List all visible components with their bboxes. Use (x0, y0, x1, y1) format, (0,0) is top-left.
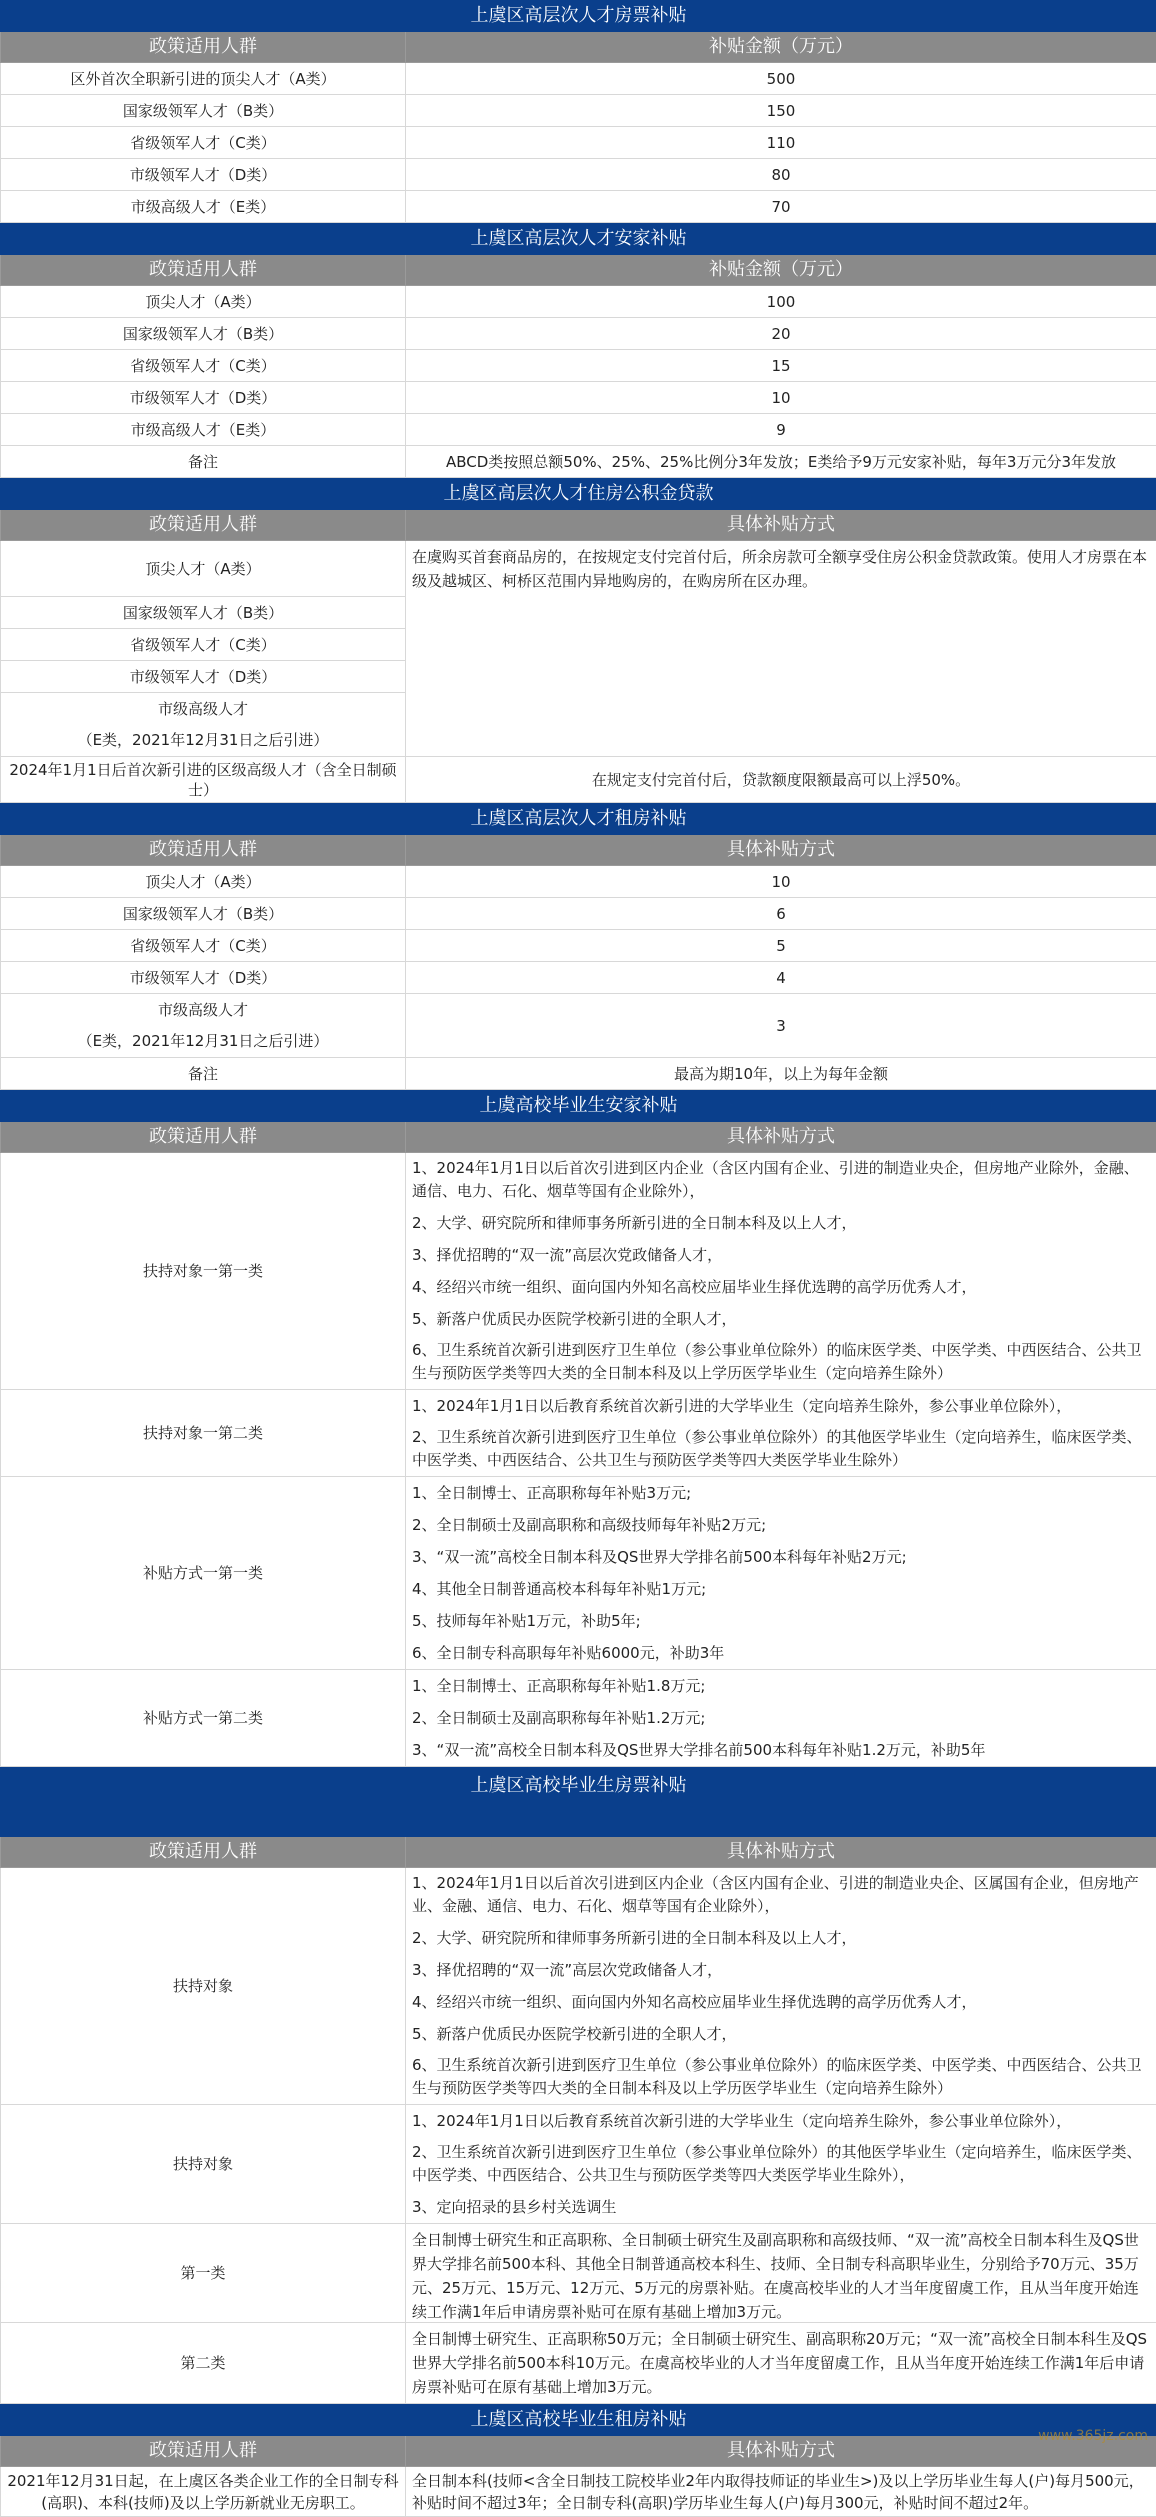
column-header-method: 具体补贴方式 (406, 835, 1156, 866)
amount-cell: 500 (406, 63, 1156, 95)
table-row (1, 191, 1156, 223)
table-title: 上虞区高层次人才住房公积金贷款 (1, 479, 1156, 510)
method-line: 1、全日制博士、正高职称每年补贴3万元; (412, 1477, 1150, 1509)
table-row (1, 350, 1156, 382)
group-cell: 国家级领军人才（B类） (1, 95, 406, 127)
amount-cell: 5 (406, 930, 1156, 962)
group-cell: 省级领军人才（C类） (1, 629, 406, 661)
amount-cell: 4 (406, 962, 1156, 994)
amount-cell: 70 (406, 191, 1156, 223)
note-cell: ABCD类按照总额50%、25%、25%比例分3年发放；E类给予9万元安家补贴，每年3万元分3年发放 (406, 446, 1156, 478)
table-row (1, 1670, 1156, 1767)
method-line: 3、“双一流”高校全日制本科及QS世界大学排名前500本科每年补贴2万元; (412, 1541, 1150, 1573)
note-label: 备注 (1, 446, 406, 478)
table-row (1, 446, 1156, 478)
amount-cell: 6 (406, 898, 1156, 930)
group-cell: 顶尖人才（A类） (1, 541, 406, 597)
amount-cell: 20 (406, 318, 1156, 350)
table-row (1, 930, 1156, 962)
talent-rent-table (0, 803, 1156, 1090)
column-header-method: 具体补贴方式 (406, 1122, 1156, 1153)
watermark-text: www.365jz.com (1038, 2428, 1148, 2444)
method-line: 3、择优招聘的“双一流”高层次党政储备人才， (412, 1239, 1150, 1271)
method-cell (406, 1477, 1156, 1670)
amount-cell: 150 (406, 95, 1156, 127)
table-row (1, 962, 1156, 994)
amount-cell: 9 (406, 414, 1156, 446)
amount-cell: 3 (406, 994, 1156, 1058)
table-title: 上虞区高层次人才安家补贴 (1, 224, 1156, 255)
method-line: 4、经绍兴市统一组织、面向国内外知名高校应届毕业生择优选聘的高学历优秀人才， (412, 1271, 1150, 1303)
method-line: 4、经绍兴市统一组织、面向国内外知名高校应届毕业生择优选聘的高学历优秀人才， (412, 1986, 1150, 2018)
method-line: 1、2024年1月1日以后首次引进到区内企业（含区内国有企业、引进的制造业央企、区属国有企业，但房地产业、金融、通信、电力、石化、烟草等国有企业除外）， (412, 1868, 1150, 1922)
group-cell: 顶尖人才（A类） (1, 286, 406, 318)
group-cell: 顶尖人才（A类） (1, 866, 406, 898)
group-cell: 市级领军人才（D类） (1, 962, 406, 994)
table-title: 上虞高校毕业生安家补贴 (1, 1091, 1156, 1122)
column-header-amount: 补贴金额（万元） (406, 255, 1156, 286)
method-cell: 在规定支付完首付后，贷款额度限额最高可以上浮50%。 (406, 757, 1156, 803)
method-line: 2、全日制硕士及副高职称和高级技师每年补贴2万元; (412, 1509, 1150, 1541)
method-line: 全日制博士研究生和正高职称、全日制硕士研究生及副高职称和高级技师、“双一流”高校全日制本科生及QS世界大学排名前500本科、其他全日制普通高校本科生、技师、全日制专科高职毕业生，分别给予70万元、35万元、25万元、15万元、12万元、5万元的房票补贴。在虞高校毕业的人才当年度留虞工作，且从当年度开始连续工作满1年后申请房票补贴可在原有基础上增加3万元。 (412, 2224, 1150, 2322)
column-header-group: 政策适用人群 (1, 1122, 406, 1153)
group-cell: 市级领军人才（D类） (1, 382, 406, 414)
table-row (1, 757, 1156, 803)
group-cell: 扶持对象 (1, 1868, 406, 2105)
note-label: 备注 (1, 1058, 406, 1090)
table-row (1, 63, 1156, 95)
table-row (1, 541, 1156, 597)
table-row (1, 382, 1156, 414)
method-line: 2、全日制硕士及副高职称每年补贴1.2万元; (412, 1702, 1150, 1734)
method-line: 3、“双一流”高校全日制本科及QS世界大学排名前500本科每年补贴1.2万元，补助5年 (412, 1734, 1150, 1766)
table-row (1, 159, 1156, 191)
talent-house-ticket-table (0, 0, 1156, 223)
group-cell: 2024年1月1日后首次新引进的区级高级人才（含全日制硕士） (1, 757, 406, 803)
group-cell: 扶持对象一第二类 (1, 1390, 406, 1477)
talent-provident-fund-table (0, 478, 1156, 803)
graduate-rent-table (0, 2404, 1156, 2517)
table-title: 上虞区高层次人才租房补贴 (1, 804, 1156, 835)
method-line: 5、新落户优质民办医院学校新引进的全职人才， (412, 2018, 1150, 2050)
group-cell: 区外首次全职新引进的顶尖人才（A类） (1, 63, 406, 95)
method-line: 2、大学、研究院所和律师事务所新引进的全日制本科及以上人才， (412, 1207, 1150, 1239)
method-cell (406, 2323, 1156, 2404)
method-cell (406, 1153, 1156, 1390)
table-row (1, 1153, 1156, 1390)
table-row (1, 414, 1156, 446)
method-cell (406, 2224, 1156, 2323)
method-line: 1、全日制博士、正高职称每年补贴1.8万元; (412, 1670, 1150, 1702)
group-cell: 省级领军人才（C类） (1, 127, 406, 159)
group-cell: 市级领军人才（D类） (1, 661, 406, 693)
group-cell: 补贴方式一第一类 (1, 1477, 406, 1670)
group-cell: 第一类 (1, 2224, 406, 2323)
group-cell: 市级领军人才（D类） (1, 159, 406, 191)
group-cell: 市级高级人才（E类） (1, 414, 406, 446)
amount-cell: 15 (406, 350, 1156, 382)
amount-cell: 100 (406, 286, 1156, 318)
table-row (1, 2105, 1156, 2224)
table-row (1, 1477, 1156, 1670)
group-cell: 补贴方式一第二类 (1, 1670, 406, 1767)
method-line: 3、择优招聘的“双一流”高层次党政储备人才， (412, 1954, 1150, 1986)
column-header-group: 政策适用人群 (1, 835, 406, 866)
amount-cell: 110 (406, 127, 1156, 159)
group-cell: 市级高级人才（E类） (1, 191, 406, 223)
group-cell: （E类，2021年12月31日之后引进） (1, 725, 406, 757)
column-header-group: 政策适用人群 (1, 510, 406, 541)
table-row (1, 1390, 1156, 1477)
table-title: 上虞区高校毕业生房票补贴 (1, 1768, 1156, 1837)
column-header-group: 政策适用人群 (1, 32, 406, 63)
group-cell: 扶持对象一第一类 (1, 1153, 406, 1390)
column-header-method: 具体补贴方式 (406, 2436, 1156, 2467)
method-cell: 全日制本科(技师<含全日制技工院校毕业2年内取得技师证的毕业生>)及以上学历毕业生每人(户)每月500元，补贴时间不超过3年；全日制专科(高职)学历毕业生每人(户)每月300元，补贴时间不超过2年。 (406, 2467, 1156, 2517)
table-title: 上虞区高校毕业生租房补贴 (1, 2405, 1156, 2436)
method-line: 全日制博士研究生、正高职称50万元；全日制硕士研究生、副高职称20万元；“双一流”高校全日制本科生及QS世界大学排名前500本科10万元。在虞高校毕业的人才当年度留虞工作，且从当年度开始连续工作满1年后申请房票补贴可在原有基础上增加3万元。 (412, 2323, 1150, 2403)
table-row (1, 1058, 1156, 1090)
column-header-method: 具体补贴方式 (406, 510, 1156, 541)
table-row (1, 95, 1156, 127)
method-cell: 在虞购买首套商品房的，在按规定支付完首付后，所余房款可全额享受住房公积金贷款政策。使用人才房票在本级及越城区、柯桥区范围内异地购房的，在购房所在区办理。 (406, 541, 1156, 757)
column-header-group: 政策适用人群 (1, 255, 406, 286)
amount-cell: 10 (406, 866, 1156, 898)
group-cell: 第二类 (1, 2323, 406, 2404)
table-row (1, 2224, 1156, 2323)
table-row (1, 898, 1156, 930)
method-line: 6、全日制专科高职每年补贴6000元，补助3年 (412, 1637, 1150, 1669)
method-cell (406, 1390, 1156, 1477)
method-line: 2、大学、研究院所和律师事务所新引进的全日制本科及以上人才， (412, 1922, 1150, 1954)
method-line: 5、技师每年补贴1万元，补助5年; (412, 1605, 1150, 1637)
table-row (1, 286, 1156, 318)
amount-cell: 80 (406, 159, 1156, 191)
group-cell: 国家级领军人才（B类） (1, 318, 406, 350)
method-line: 6、卫生系统首次新引进到医疗卫生单位（参公事业单位除外）的临床医学类、中医学类、中西医结合、公共卫生与预防医学类等四大类的全日制本科及以上学历医学毕业生（定向培养生除外） (412, 1335, 1150, 1389)
method-line: 1、2024年1月1日以后教育系统首次新引进的大学毕业生（定向培养生除外，参公事业单位除外）， (412, 2105, 1150, 2137)
method-line: 1、2024年1月1日以后首次引进到区内企业（含区内国有企业、引进的制造业央企，但房地产业除外，金融、通信、电力、石化、烟草等国有企业除外）， (412, 1153, 1150, 1207)
method-line: 2、卫生系统首次新引进到医疗卫生单位（参公事业单位除外）的其他医学毕业生（定向培养生，临床医学类、中医学类、中西医结合、公共卫生与预防医学类等四大类医学毕业生除外）， (412, 2137, 1150, 2191)
amount-cell: 10 (406, 382, 1156, 414)
group-cell: 市级高级人才 (1, 994, 406, 1026)
column-header-method: 具体补贴方式 (406, 1837, 1156, 1868)
method-cell (406, 2105, 1156, 2224)
table-row (1, 2467, 1156, 2517)
method-line: 3、定向招录的县乡村关选调生 (412, 2191, 1150, 2223)
table-row (1, 318, 1156, 350)
note-cell: 最高为期10年，以上为每年金额 (406, 1058, 1156, 1090)
graduate-settlement-table (0, 1090, 1156, 1767)
table-row (1, 994, 1156, 1026)
method-cell (406, 1868, 1156, 2105)
table-row (1, 1868, 1156, 2105)
column-header-amount: 补贴金额（万元） (406, 32, 1156, 63)
table-title: 上虞区高层次人才房票补贴 (1, 1, 1156, 32)
method-line: 4、其他全日制普通高校本科每年补贴1万元; (412, 1573, 1150, 1605)
group-cell: 省级领军人才（C类） (1, 350, 406, 382)
group-cell: 扶持对象 (1, 2105, 406, 2224)
table-row (1, 127, 1156, 159)
group-cell: 2021年12月31日起，在上虞区各类企业工作的全日制专科(高职)、本科(技师)及以上学历新就业无房职工。 (1, 2467, 406, 2517)
group-cell: 国家级领军人才（B类） (1, 898, 406, 930)
method-line: 1、2024年1月1日以后教育系统首次新引进的大学毕业生（定向培养生除外，参公事业单位除外）， (412, 1390, 1150, 1422)
column-header-group: 政策适用人群 (1, 2436, 406, 2467)
group-cell: （E类，2021年12月31日之后引进） (1, 1026, 406, 1058)
method-line: 5、新落户优质民办医院学校新引进的全职人才， (412, 1303, 1150, 1335)
table-row (1, 2323, 1156, 2404)
group-cell: 市级高级人才 (1, 693, 406, 725)
method-cell (406, 1670, 1156, 1767)
talent-settlement-table (0, 223, 1156, 478)
graduate-house-ticket-table (0, 1767, 1156, 2404)
column-header-group: 政策适用人群 (1, 1837, 406, 1868)
group-cell: 国家级领军人才（B类） (1, 597, 406, 629)
group-cell: 省级领军人才（C类） (1, 930, 406, 962)
table-row (1, 866, 1156, 898)
method-line: 6、卫生系统首次新引进到医疗卫生单位（参公事业单位除外）的临床医学类、中医学类、中西医结合、公共卫生与预防医学类等四大类的全日制本科及以上学历医学毕业生（定向培养生除外） (412, 2050, 1150, 2104)
method-line: 2、卫生系统首次新引进到医疗卫生单位（参公事业单位除外）的其他医学毕业生（定向培养生，临床医学类、中医学类、中西医结合、公共卫生与预防医学类等四大类医学毕业生除外） (412, 1422, 1150, 1476)
